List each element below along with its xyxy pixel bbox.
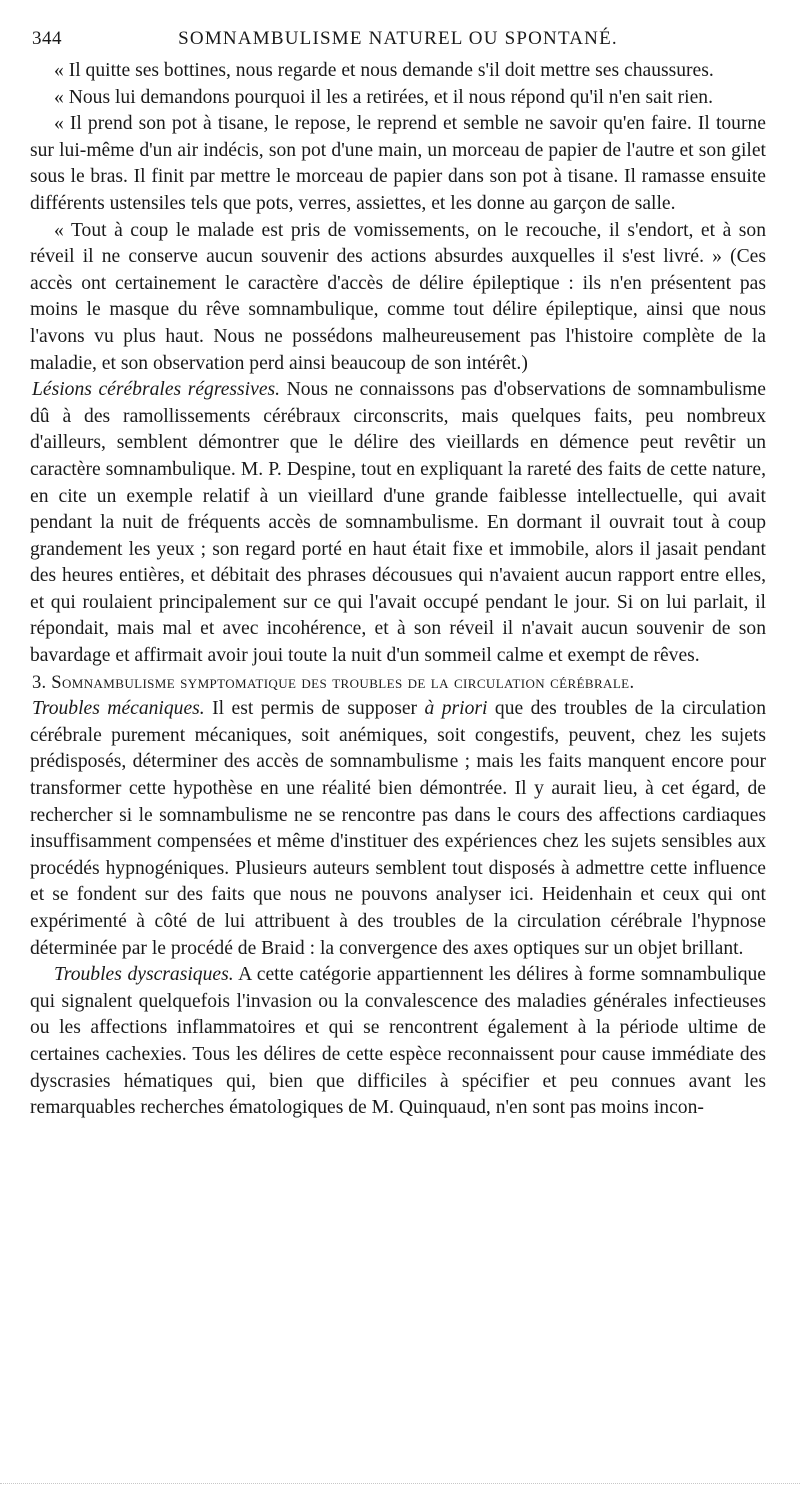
troubles-mecaniques-heading: Troubles mécaniques.	[32, 698, 205, 720]
section-3-heading	[30, 670, 766, 697]
lesions-heading: Lésions cérébrales régressives.	[32, 379, 281, 401]
paragraph-quote-2: « Nous lui demandons pourquoi il les a retirées, et il nous répond qu'il n'en sait rien.	[54, 86, 713, 108]
troubles-mecaniques-text-a: Il est permis de supposer	[212, 698, 418, 720]
lesions-text: Nous ne connaissons pas d'observations de somnambulisme dû à des ramollissements cérébraux circonscrits, mais quelques faits, peu nombreux d'ailleurs, semblent démontrer que le délire des vieillards en démence peut revêtir un caractère somnambulique. M. P. Despine, tout en expliquant la rareté des faits de cette nature, en cite un exemple relatif à un vieillard d'une grande faiblesse intellectuelle, qui avait pendant la nuit de fréquents accès de somnambulisme. En dormant il ouvrait tout à coup grandement les yeux ; son regard porté en haut était fixe et immobile, alors il jasait pendant des heures entières, et débitait des phrases décousues qui n'avaient aucun rapport entre elles, et qui roulaient principalement sur ce qui l'avait occupé pendant le jour. Si on lui parlait, il répondait, mais mal et avec incohérence, et à son réveil il n'avait aucun souvenir de son bavardage et affirmait avoir joui toute la nuit d'un sommeil calme et exempt de rêves.	[30, 379, 767, 667]
paragraph-troubles-mecaniques	[30, 696, 766, 962]
running-title: SOMNAMBULISME NATUREL OU SPONTANÉ.	[178, 28, 618, 49]
paragraph-lesions	[30, 377, 766, 670]
a-priori-emphasis: à priori	[424, 698, 488, 720]
bottom-scan-artifact	[0, 1483, 800, 1484]
page-number: 344	[32, 28, 62, 49]
section-3-title: Somnambulisme symptomatique des troubles de la circulation cérébrale.	[51, 671, 635, 693]
body-text	[30, 58, 766, 1122]
paragraph-quote-1: « Il quitte ses bottines, nous regarde et nous demande s'il doit mettre ses chaussures.	[54, 60, 714, 81]
paragraph-quote-4: « Tout à coup le malade est pris de vomissements, on le recouche, il s'endort, et à son réveil il ne conserve aucun souvenir des actions absurdes auxquelles il s'est livré. » (Ces accès ont certainement le caractère d'accès de délire épileptique : ils n'en présentent pas moins le masque du rêve somnambulique, comme tout délire épileptique, ainsi que nous l'avons vu plus haut. Nous ne possédons malheureusement pas l'histoire complète de la maladie, et son observation perd ainsi beaucoup de son intérêt.)	[30, 219, 766, 374]
troubles-dyscrasiques-text: A cette catégorie appartiennent les délires à forme somnambulique qui signalent quelquefois l'invasion ou la convalescence des maladies générales infectieuses ou les affections inflammatoires et qui se rencontrent également à la période ultime de certaines cachexies. Tous les délires de cette espèce reconnaissent pour cause immédiate des dyscrasies hématiques qui, bien que difficiles à spécifier et peu connues avant les remarquables recherches ématologiques de M. Quinquaud, n'en sont pas moins incon-	[30, 964, 766, 1119]
paragraph-troubles-dyscrasiques	[30, 962, 766, 1122]
book-page	[30, 28, 766, 1488]
paragraph-quote-3: « Il prend son pot à tisane, le repose, le reprend et semble ne savoir qu'en faire. Il tourne sur lui-même d'un air indécis, son pot d'une main, un morceau de papier de l'autre et son gilet sous le bras. Il finit par mettre le morceau de papier dans son pot à tisane. Il ramasse ensuite différents ustensiles tels que pots, verres, assiettes, et les donne au garçon de salle.	[30, 113, 766, 214]
troubles-dyscrasiques-heading: Troubles dyscrasiques.	[54, 964, 234, 986]
section-3-number: 3.	[32, 671, 47, 693]
running-head	[30, 28, 766, 58]
troubles-mecaniques-text-b: que des troubles de la circulation cérébrale purement mécaniques, soit anémiques, soit congestifs, peuvent, chez les sujets prédisposés, déterminer des accès de somnambulisme ; mais les faits manquent encore pour transformer cette hypothèse en une réalité bien démontrée. Il y aurait lieu, à cet égard, de rechercher si le somnambulisme ne se rencontre pas dans le cours des affections cardiaques insuffisamment compensées et même d'instituer des expériences chez les sujets sensibles aux procédés hypnogéniques. Plusieurs auteurs semblent tout disposés à admettre cette influence et se fondent sur des faits que nous ne pouvons analyser ici. Heidenhain et ceux qui ont expérimenté à côté de lui attribuent à des troubles de la circulation cérébrale l'hypnose déterminée par le procédé de Braid : la convergence des axes optiques sur un objet brillant.	[30, 698, 767, 959]
